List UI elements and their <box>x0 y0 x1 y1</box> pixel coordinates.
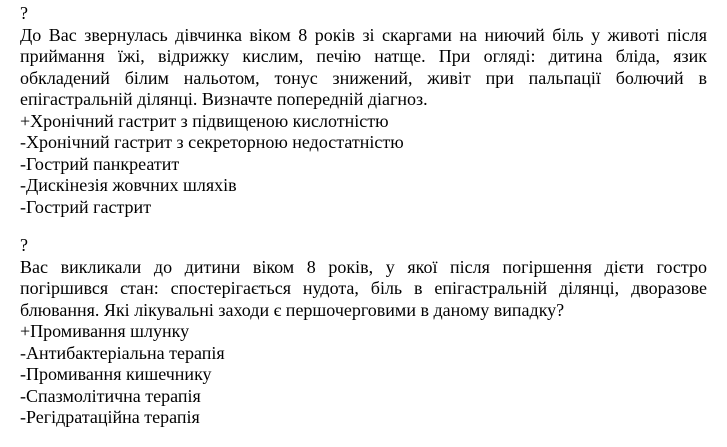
answer-option: -Промивання кишечнику <box>20 364 212 384</box>
question-text-line: епігастральній ділянці. Визначте попередній діагноз. <box>20 89 428 109</box>
question-marker: ? <box>20 235 28 255</box>
question-text-line: погіршився стан: спостерігається нудота, біль в епігастральній ділянці, дворазове <box>20 278 707 298</box>
question-marker: ? <box>20 3 28 23</box>
answer-option-correct: +Хронічний гастрит з підвищеною кислотністю <box>20 110 389 131</box>
answer-option: -Хронічний гастрит з секреторною недостатністю <box>20 132 404 152</box>
question-text-line: приймання їжі, відрижку кислим, печію натще. При огляді: дитина бліда, язик <box>20 46 707 66</box>
question-block-2 <box>20 235 707 429</box>
question-text-line: блювання. Які лікувальні заходи є першочерговими в даному випадку? <box>20 299 565 320</box>
answer-option: -Антибактеріальна терапія <box>20 342 225 363</box>
answer-option: -Спазмолітична терапія <box>20 385 201 406</box>
answer-option-correct: +Промивання шлунку <box>20 321 190 341</box>
question-text-line: До Вас звернулась дівчинка віком 8 років зі скаргами на ниючий біль у животі після <box>20 24 707 45</box>
question-text-line: Вас викликали до дитини віком 8 років, у якої після погіршення дієти гостро <box>20 256 707 277</box>
answer-option: -Гострий гастрит <box>20 196 152 217</box>
answer-option: -Гострий панкреатит <box>20 153 180 174</box>
answer-option: -Регідратаційна терапія <box>20 407 200 427</box>
blank-line <box>20 218 707 235</box>
question-text-line: обкладений білим нальотом, тонус знижений, живіт при пальпації болючий в <box>20 67 707 88</box>
question-block-1 <box>20 3 707 218</box>
answer-option: -Дискінезія жовчних шляхів <box>20 175 237 195</box>
document-body <box>20 3 707 429</box>
